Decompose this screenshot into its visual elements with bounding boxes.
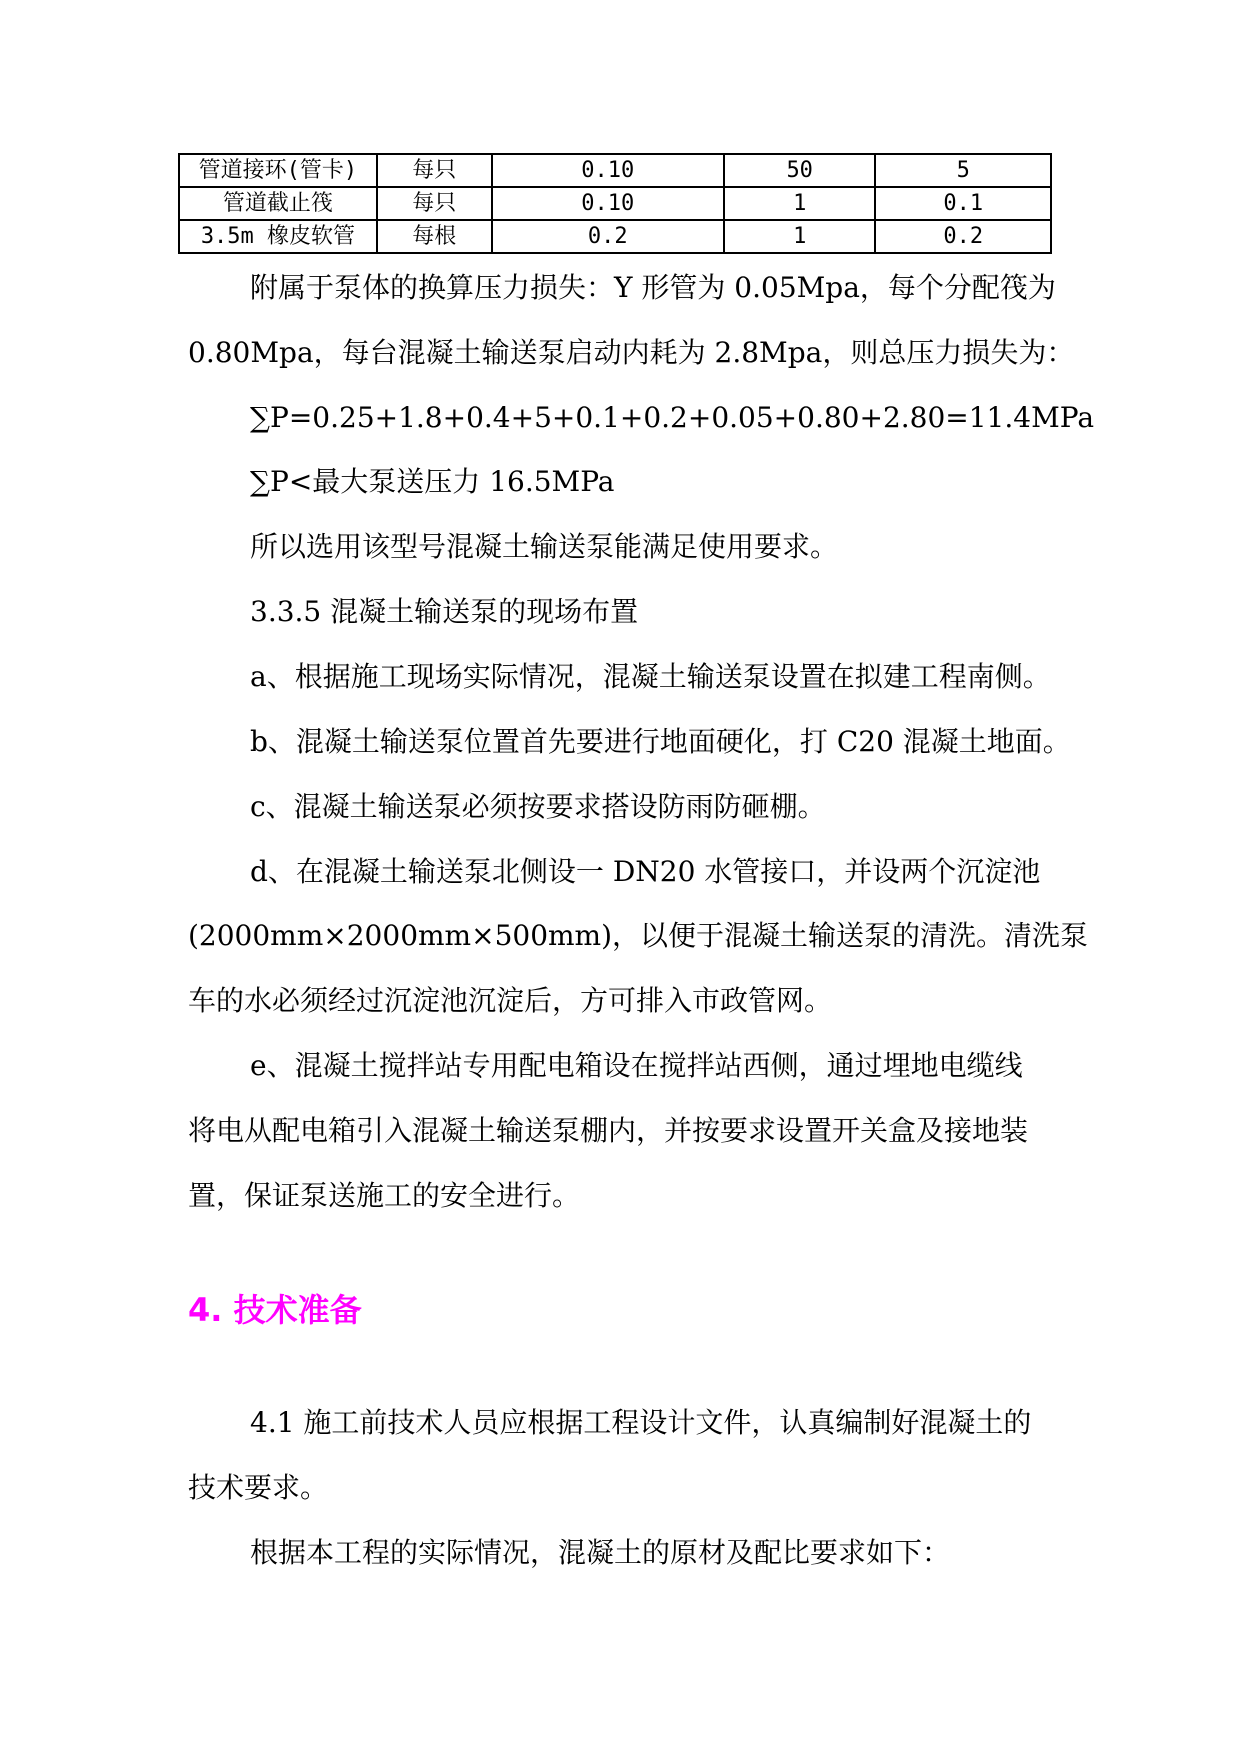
list-item-b: b、混凝土输送泵位置首先要进行地面硬化，打 C20 混凝土地面。 xyxy=(250,725,1071,758)
table-cell: 0.2 xyxy=(875,220,1051,253)
table-cell: 5 xyxy=(875,154,1051,187)
table-cell: 每根 xyxy=(377,220,492,253)
paragraph-line: 置，保证泵送施工的安全进行。 xyxy=(188,1179,581,1212)
list-item-e: e、混凝土搅拌站专用配电箱设在搅拌站西侧，通过埋地电缆线 xyxy=(250,1049,1023,1082)
table-cell: 1 xyxy=(724,220,876,253)
section-heading-4: 4. 技术准备 xyxy=(188,1291,362,1329)
table-row xyxy=(179,187,1051,220)
table-cell: 每只 xyxy=(377,187,492,220)
conclusion-paragraph: 所以选用该型号混凝土输送泵能满足使用要求。 xyxy=(250,530,839,563)
table-cell: 管道接环(管卡) xyxy=(179,154,377,187)
table-cell: 0.1 xyxy=(875,187,1051,220)
formula-comparison: ∑P<最大泵送压力 16.5MPa xyxy=(250,465,615,498)
table-cell: 50 xyxy=(724,154,876,187)
formula-total-loss: ∑P=0.25+1.8+0.4+5+0.1+0.2+0.05+0.80+2.80=11.4MPa xyxy=(250,401,1095,434)
paragraph-line: 0.80Mpa，每台混凝土输送泵启动内耗为 2.8Mpa，则总压力损失为： xyxy=(188,336,1075,369)
table-cell: 0.10 xyxy=(492,187,724,220)
table-cell: 管道截止筏 xyxy=(179,187,377,220)
table-cell: 1 xyxy=(724,187,876,220)
list-item-d: d、在混凝土输送泵北侧设一 DN20 水管接口，并设两个沉淀池 xyxy=(250,855,1041,888)
paragraph-line: 将电从配电箱引入混凝土输送泵棚内，并按要求设置开关盒及接地装 xyxy=(188,1114,1029,1147)
table-cell: 0.2 xyxy=(492,220,724,253)
pressure-loss-table xyxy=(178,153,1052,254)
paragraph-line: 技术要求。 xyxy=(188,1471,329,1504)
table-cell: 每只 xyxy=(377,154,492,187)
table-cell: 3.5m 橡皮软管 xyxy=(179,220,377,253)
paragraph-4-1: 4.1 施工前技术人员应根据工程设计文件，认真编制好混凝土的 xyxy=(250,1406,1032,1439)
table-cell: 0.10 xyxy=(492,154,724,187)
materials-paragraph: 根据本工程的实际情况，混凝土的原材及配比要求如下： xyxy=(250,1536,951,1569)
table-row xyxy=(179,154,1051,187)
paragraph-line: (2000mm×2000mm×500mm)，以便于混凝土输送泵的清洗。清洗泵 xyxy=(188,919,1089,952)
list-item-c: c、混凝土输送泵必须按要求搭设防雨防砸棚。 xyxy=(250,790,826,823)
paragraph-line: 附属于泵体的换算压力损失：Y 形管为 0.05Mpa，每个分配筏为 xyxy=(250,271,1056,304)
paragraph-line: 车的水必须经过沉淀池沉淀后，方可排入市政管网。 xyxy=(188,984,833,1017)
table-row xyxy=(179,220,1051,253)
list-item-a: a、根据施工现场实际情况，混凝土输送泵设置在拟建工程南侧。 xyxy=(250,660,1051,693)
section-heading-3-3-5: 3.3.5 混凝土输送泵的现场布置 xyxy=(250,595,639,628)
